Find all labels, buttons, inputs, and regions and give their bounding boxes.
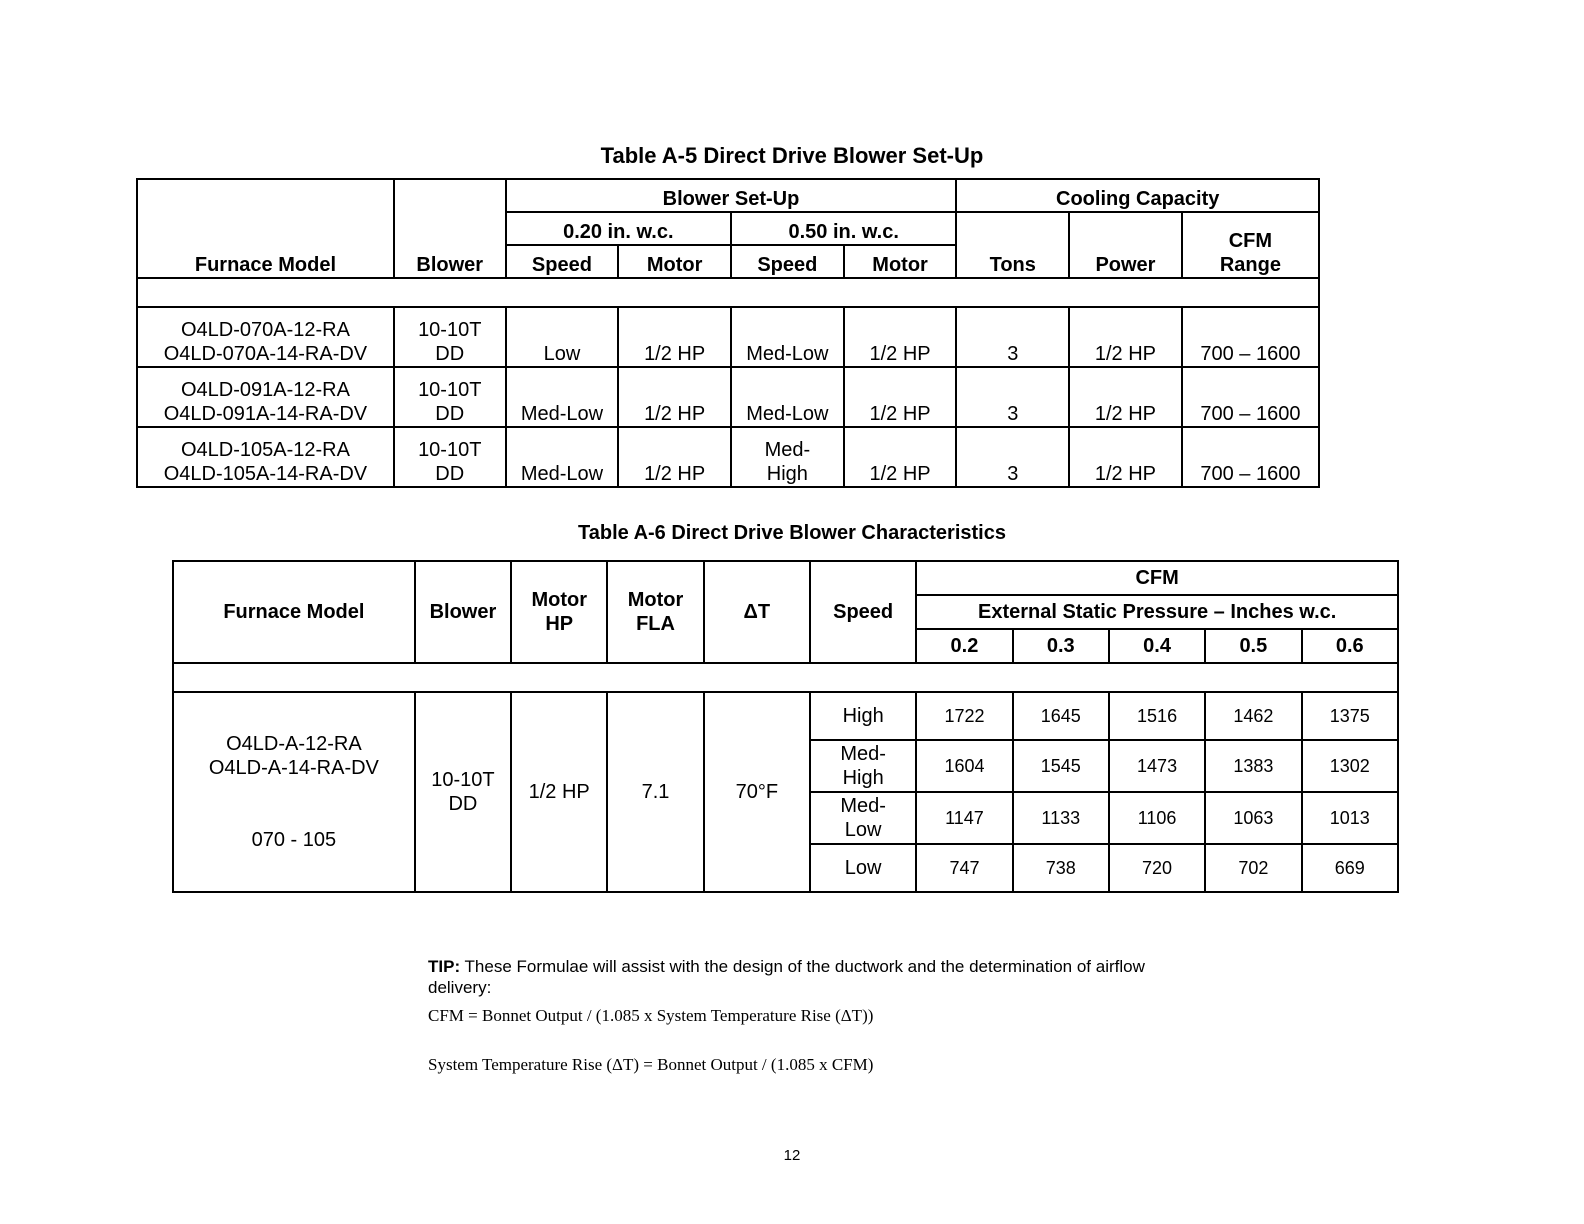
cfm-cell: 1545 bbox=[1013, 740, 1109, 792]
header-furnace-model: Furnace Model bbox=[137, 179, 394, 278]
table-row bbox=[173, 692, 1398, 740]
cfm-cell: 702 bbox=[1205, 844, 1301, 892]
cfm-cell: 747 bbox=[916, 844, 1012, 892]
speed-cell: Low bbox=[810, 844, 916, 892]
power-cell: 1/2 HP bbox=[1069, 427, 1182, 487]
tons-cell: 3 bbox=[956, 427, 1069, 487]
header-cfm: CFM bbox=[916, 561, 1398, 595]
motor-cell: 1/2 HP bbox=[844, 427, 957, 487]
header-tons: Tons bbox=[956, 212, 1069, 278]
cfm-cell: 1516 bbox=[1109, 692, 1205, 740]
tip-paragraph bbox=[428, 956, 1188, 998]
header-motor-hp: Motor HP bbox=[511, 561, 607, 663]
motor-cell: 1/2 HP bbox=[618, 427, 731, 487]
speed-cell: Med-Low bbox=[731, 307, 844, 367]
cfm-cell: 720 bbox=[1109, 844, 1205, 892]
header-blower: Blower bbox=[394, 179, 506, 278]
cfm-cell: 1462 bbox=[1205, 692, 1301, 740]
speed-cell: Med-Low bbox=[731, 367, 844, 427]
cfm-cell: 1645 bbox=[1013, 692, 1109, 740]
motor-fla-cell: 7.1 bbox=[607, 692, 703, 892]
blower-cell: 10-10T DD bbox=[394, 367, 506, 427]
cfm-range-cell: 700 – 1600 bbox=[1182, 427, 1319, 487]
speed-cell: Low bbox=[506, 307, 619, 367]
table-a5 bbox=[136, 178, 1320, 488]
formula-cfm: CFM = Bonnet Output / (1.085 x System Temperature Rise (ΔT)) bbox=[428, 1006, 874, 1025]
header-pressure: 0.2 bbox=[916, 629, 1012, 663]
cfm-cell: 1133 bbox=[1013, 792, 1109, 844]
header-external-static-pressure: External Static Pressure – Inches w.c. bbox=[916, 595, 1398, 629]
table-row bbox=[137, 307, 1319, 367]
header-blower-setup: Blower Set-Up bbox=[506, 179, 957, 212]
motor-hp-cell: 1/2 HP bbox=[511, 692, 607, 892]
motor-cell: 1/2 HP bbox=[618, 307, 731, 367]
header-furnace-model: Furnace Model bbox=[173, 561, 415, 663]
header-delta-t: ΔT bbox=[704, 561, 810, 663]
cfm-cell: 1106 bbox=[1109, 792, 1205, 844]
header-power: Power bbox=[1069, 212, 1182, 278]
spacer-row bbox=[137, 278, 1319, 307]
tip-label: TIP: bbox=[428, 957, 461, 976]
table-a6-title: Table A-6 Direct Drive Blower Characteristics bbox=[578, 522, 1006, 544]
cfm-range-cell: 700 – 1600 bbox=[1182, 307, 1319, 367]
motor-cell: 1/2 HP bbox=[844, 367, 957, 427]
blower-cell: 10-10T DD bbox=[415, 692, 511, 892]
tons-cell: 3 bbox=[956, 367, 1069, 427]
header-motor-fla: Motor FLA bbox=[607, 561, 703, 663]
power-cell: 1/2 HP bbox=[1069, 367, 1182, 427]
header-pressure: 0.6 bbox=[1302, 629, 1399, 663]
blower-cell: 10-10T DD bbox=[394, 427, 506, 487]
speed-cell: Med- High bbox=[810, 740, 916, 792]
speed-cell: Med- Low bbox=[810, 792, 916, 844]
header-motor: Motor bbox=[844, 245, 957, 278]
cfm-cell: 1147 bbox=[916, 792, 1012, 844]
delta-t-cell: 70°F bbox=[704, 692, 810, 892]
furnace-model-cell: O4LD-A-12-RA O4LD-A-14-RA-DV 070 - 105 bbox=[173, 692, 415, 892]
spacer-row bbox=[173, 663, 1398, 692]
furnace-model-cell: O4LD-091A-12-RA O4LD-091A-14-RA-DV bbox=[137, 367, 394, 427]
page-number: 12 bbox=[783, 1147, 801, 1164]
furnace-model-cell: O4LD-070A-12-RA O4LD-070A-14-RA-DV bbox=[137, 307, 394, 367]
cfm-cell: 1302 bbox=[1302, 740, 1399, 792]
power-cell: 1/2 HP bbox=[1069, 307, 1182, 367]
cfm-cell: 1722 bbox=[916, 692, 1012, 740]
cfm-cell: 738 bbox=[1013, 844, 1109, 892]
header-pressure: 0.4 bbox=[1109, 629, 1205, 663]
tons-cell: 3 bbox=[956, 307, 1069, 367]
header-motor: Motor bbox=[618, 245, 731, 278]
table-row bbox=[137, 427, 1319, 487]
speed-cell: Med-Low bbox=[506, 367, 619, 427]
cfm-cell: 1383 bbox=[1205, 740, 1301, 792]
cfm-cell: 1473 bbox=[1109, 740, 1205, 792]
header-speed: Speed bbox=[810, 561, 916, 663]
header-blower: Blower bbox=[415, 561, 511, 663]
blower-cell: 10-10T DD bbox=[394, 307, 506, 367]
cfm-cell: 1375 bbox=[1302, 692, 1399, 740]
speed-cell: High bbox=[810, 692, 916, 740]
table-row bbox=[137, 367, 1319, 427]
speed-cell: Med- High bbox=[731, 427, 844, 487]
cfm-cell: 669 bbox=[1302, 844, 1399, 892]
header-pressure: 0.3 bbox=[1013, 629, 1109, 663]
header-pressure-050: 0.50 in. w.c. bbox=[731, 212, 956, 245]
cfm-cell: 1063 bbox=[1205, 792, 1301, 844]
formula-temperature-rise: System Temperature Rise (ΔT) = Bonnet Output / (1.085 x CFM) bbox=[428, 1055, 874, 1074]
cfm-range-cell: 700 – 1600 bbox=[1182, 367, 1319, 427]
header-speed: Speed bbox=[506, 245, 619, 278]
table-a6 bbox=[172, 560, 1399, 893]
header-pressure-020: 0.20 in. w.c. bbox=[506, 212, 731, 245]
motor-cell: 1/2 HP bbox=[844, 307, 957, 367]
cfm-cell: 1604 bbox=[916, 740, 1012, 792]
header-cooling-capacity: Cooling Capacity bbox=[956, 179, 1319, 212]
tip-text: These Formulae will assist with the design of the ductwork and the determination of airflow delivery: bbox=[428, 957, 1145, 997]
header-speed: Speed bbox=[731, 245, 844, 278]
cfm-cell: 1013 bbox=[1302, 792, 1399, 844]
speed-cell: Med-Low bbox=[506, 427, 619, 487]
furnace-model-cell: O4LD-105A-12-RA O4LD-105A-14-RA-DV bbox=[137, 427, 394, 487]
header-cfm-range: CFM Range bbox=[1182, 212, 1319, 278]
motor-cell: 1/2 HP bbox=[618, 367, 731, 427]
table-a5-title: Table A-5 Direct Drive Blower Set-Up bbox=[600, 143, 984, 168]
header-pressure: 0.5 bbox=[1205, 629, 1301, 663]
